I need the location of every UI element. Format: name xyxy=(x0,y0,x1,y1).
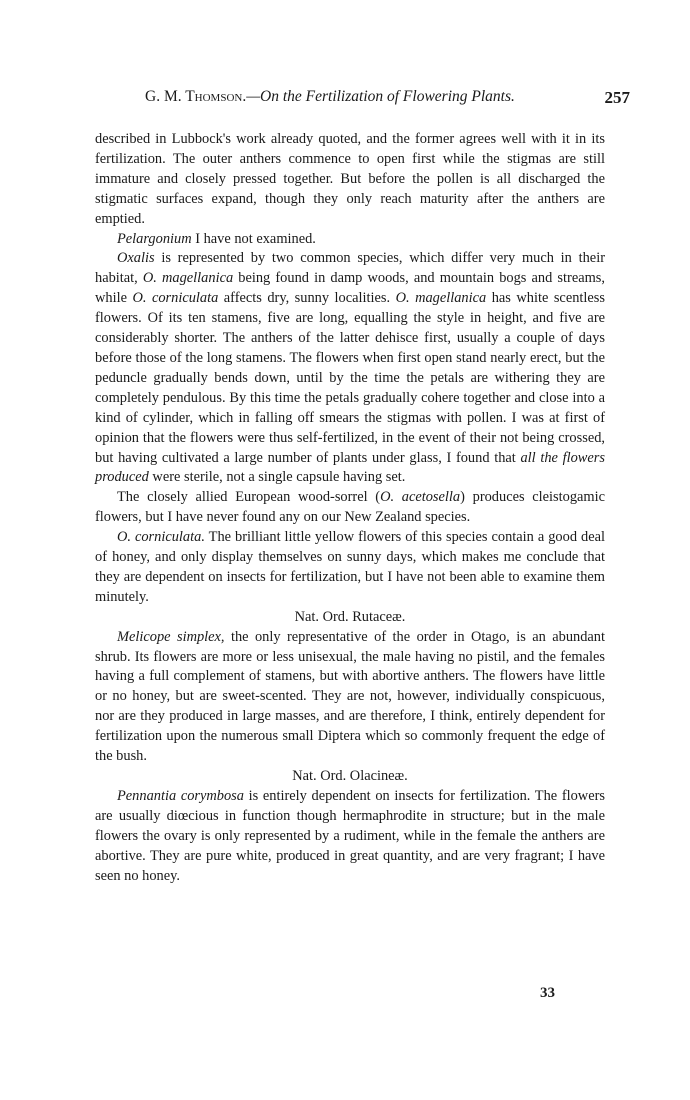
paragraph-4-text: The closely allied European wood-sorrel ( xyxy=(117,489,381,506)
paragraph-7 xyxy=(95,787,605,887)
paragraph-3-text: affects dry, sunny localities. xyxy=(218,290,396,307)
paragraph-1: described in Lubbock's work already quoted, and the former agrees well with it in its fertilization. The outer anthers commence to open first while the stigmas are still immature and closely pressed together. But before the pollen is all discharged the stigmatic surfaces expand, though they only reach maturity after the anthers are emptied. xyxy=(95,131,605,227)
paragraph-2-text: I have not examined. xyxy=(191,230,316,247)
species-name: O. acetosella xyxy=(380,489,461,506)
section-heading-rutaceae: Nat. Ord. Rutaceæ. xyxy=(294,608,406,625)
paragraph-6-text: the only representative of the order in Otago, is an abundant shrub. Its flowers are more or less unisexual, the male having no pistil, and the females having a full complement of stamens, but with abortive anthers. The flowers have little or no honey, but are sweet-scented. They are not, however, individually conspicuous, nor are they produced in large masses, and are therefore, I think, entirely dependent for fertilization upon the numerous small Diptera which so commonly frequent the edge of the bush. xyxy=(95,628,605,765)
header-title: —On the Fertilization of Flowering Plants. xyxy=(246,88,515,105)
species-name: O. magellanica xyxy=(142,270,234,287)
paragraph-3-text: has white scentless flowers. Of its ten stamens, five are long, equalling the style in height, and five are considerably shorter. The anthers of the latter dehisce first, usually a couple of days before those of the long stamens. The flowers when first open stand nearly erect, but the peduncle gradually bends down, until by the time the petals are withering they are completely pendulous. By this time the petals gradually cohere together and close into a kind of cylinder, which in falling off smears the stigmas with pollen. I was at first of opinion that the flowers were thus self-fertilized, in the event of their not being crossed, but having cultivated a large number of plants under glass, I found that xyxy=(95,290,605,466)
body-text xyxy=(95,130,605,886)
paragraph-4 xyxy=(95,488,605,528)
paragraph-5-text: The brilliant little yellow flowers of this species contain a good deal of honey, and only display themselves on sunny days, which makes me conclude that they are dependent on insects for fertilization, but I have not been able to examine them minutely. xyxy=(95,529,605,605)
species-name: Pennantia corymbosa xyxy=(117,787,244,804)
species-name: Melicope simplex, xyxy=(117,628,225,645)
paragraph-5 xyxy=(95,528,605,608)
species-name: O. magellanica xyxy=(395,290,487,307)
header-author: G. M. Thomson. xyxy=(145,88,247,105)
paragraph-3-text: were sterile, not a single capsule having set. xyxy=(148,469,406,486)
genus-name: Oxalis xyxy=(117,250,155,267)
running-header xyxy=(95,88,630,110)
paragraph-3-text: being found in damp woods, and mountain bogs and streams, while xyxy=(95,270,605,307)
species-name: O. corniculata. xyxy=(117,529,205,546)
running-title xyxy=(145,88,515,106)
page-number: 257 xyxy=(604,88,630,107)
emphasis: all the flowers produced xyxy=(95,449,605,486)
paragraph-7-text: is entirely dependent on insects for fertilization. The flowers are usually diœcious in function though hermaphrodite in structure; but in the male flowers the ovary is only represented by a rudiment, while in the female the anthers are abortive. They are pure white, produced in great quantity, and are very fragrant; I have seen no honey. xyxy=(95,787,605,884)
section-heading-olacineae: Nat. Ord. Olacineæ. xyxy=(292,768,408,784)
paragraph-3 xyxy=(95,249,605,488)
signature-mark: 33 xyxy=(540,985,555,1001)
paragraph-4-text: ) produces cleistogamic flowers, but I have never found any on our New Zealand species. xyxy=(95,489,605,526)
genus-name: Pelargonium xyxy=(117,230,192,247)
species-name: O. corniculata xyxy=(132,290,219,307)
paragraph-2 xyxy=(95,230,605,250)
paragraph-3-text: is represented by two common species, which differ very much in their habitat, xyxy=(95,250,605,287)
paragraph-6 xyxy=(95,628,605,767)
